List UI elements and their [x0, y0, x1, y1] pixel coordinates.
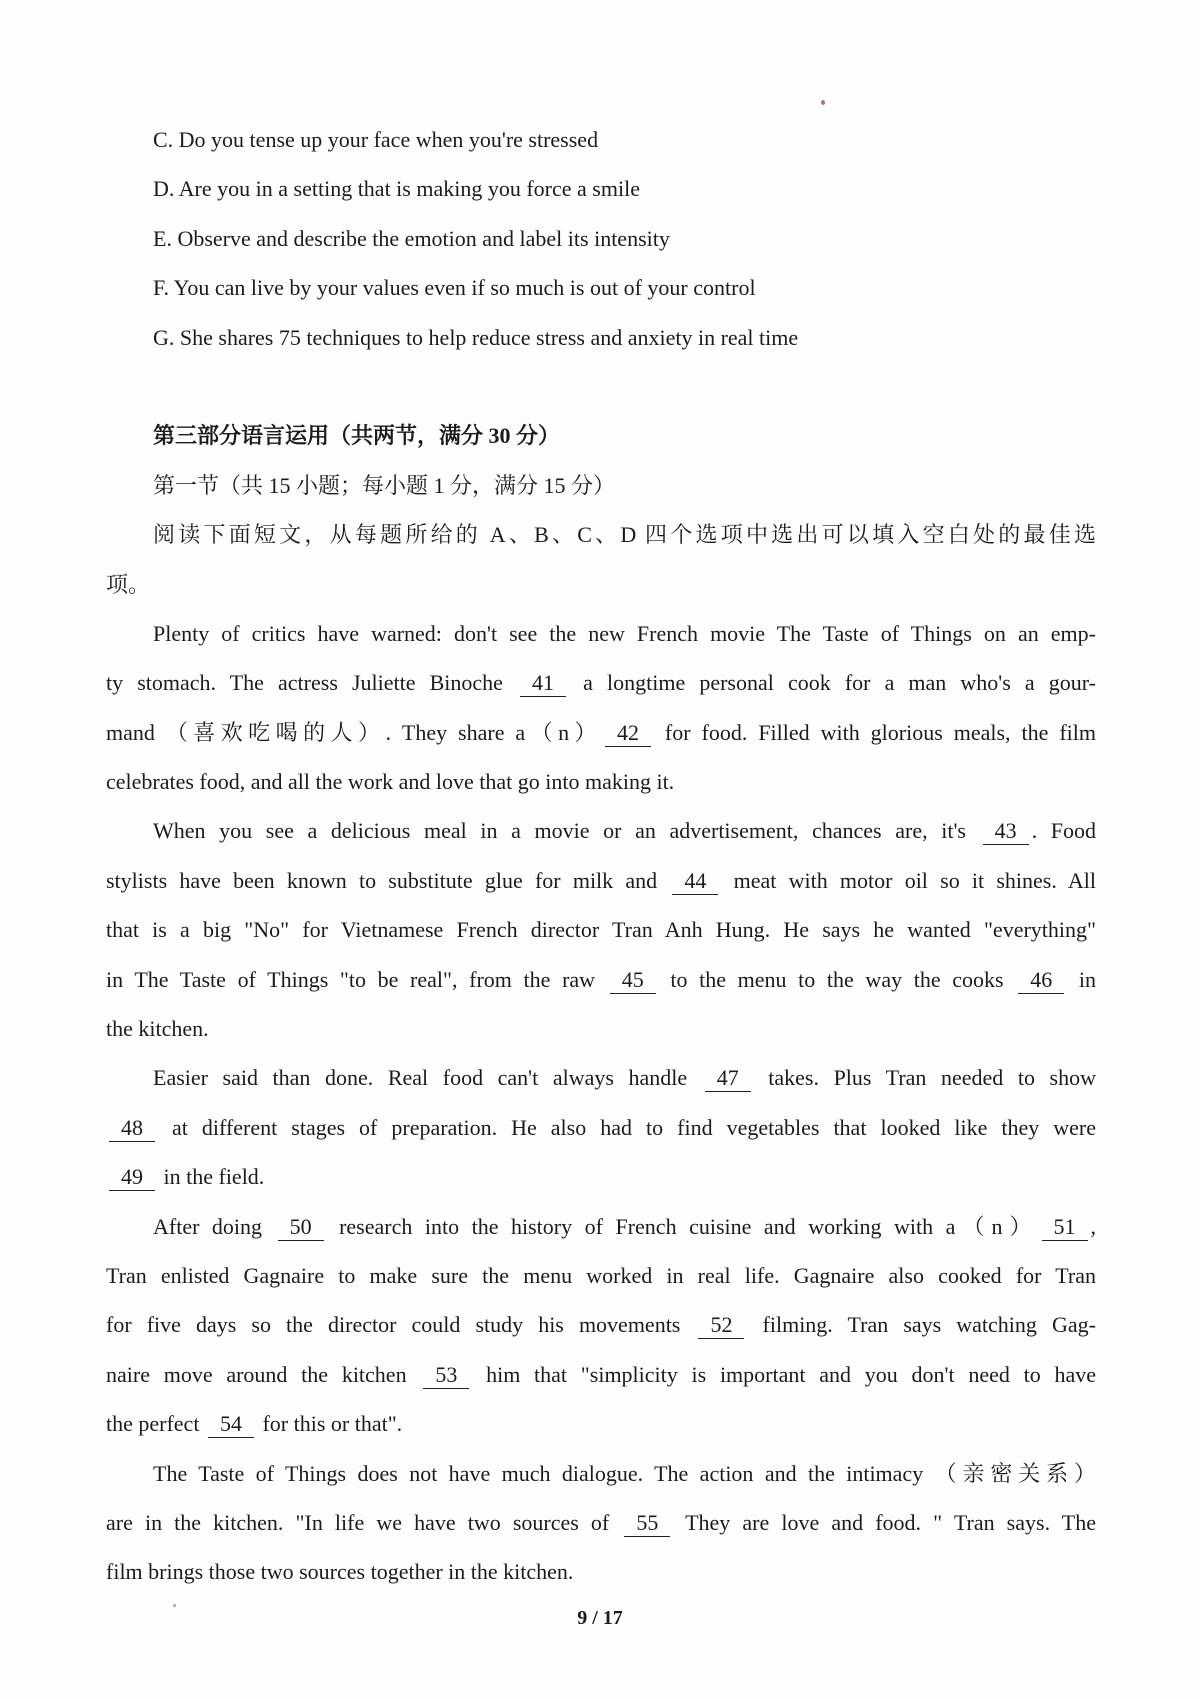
passage-p1-line-3 — [106, 708, 1096, 757]
text-segment: When you see a delicious meal in a movie or an advertisement, chances are, it's — [153, 818, 980, 844]
passage-p1-line-4 — [106, 757, 1096, 806]
passage-p2-line-2 — [106, 856, 1096, 905]
text-segment: the perfect — [106, 1411, 205, 1437]
section1-header — [106, 461, 1096, 510]
text-segment: 第三部分语言运用（共两节，满分 30 分） — [153, 423, 561, 449]
text-segment: 第一节（共 15 小题；每小题 1 分，满分 15 分） — [153, 472, 616, 498]
text-segment: for five days so the director could study his movements — [106, 1312, 696, 1338]
cloze-blank-52: 52 — [698, 1312, 744, 1339]
text-segment: . Food — [1031, 818, 1096, 844]
cloze-blank-41: 41 — [520, 670, 566, 697]
document-body — [106, 115, 1096, 1597]
cloze-blank-43: 43 — [983, 818, 1029, 845]
passage-p3-line-2 — [106, 1103, 1096, 1152]
stray-mark-icon — [173, 1604, 176, 1607]
text-segment: in The Taste of Things "to be real", from the raw — [106, 966, 607, 992]
text-segment: at different stages of preparation. He also had to find vegetables that looked like they were — [158, 1114, 1096, 1140]
passage-p2-line-1 — [106, 806, 1096, 855]
text-segment: for food. Filled with glorious meals, the film — [653, 719, 1096, 745]
passage-p5-line-2 — [106, 1498, 1096, 1547]
cloze-blank-45: 45 — [610, 967, 656, 994]
text-segment: 项。 — [106, 571, 151, 597]
passage-p4-line-2 — [106, 1251, 1096, 1300]
passage-p1-line-2 — [106, 658, 1096, 707]
text-segment: are in the kitchen. "In life we have two sources of — [106, 1509, 622, 1535]
passage-p5-line-1 — [106, 1449, 1096, 1498]
text-segment: meat with motor oil so it shines. All — [721, 867, 1096, 893]
stray-mark-icon — [821, 100, 825, 105]
text-segment: in — [1067, 966, 1096, 992]
option-f — [106, 263, 1096, 312]
text-segment: for this or that". — [256, 1411, 403, 1437]
text-segment: D. Are you in a setting that is making you force a smile — [153, 176, 640, 202]
cloze-blank-48: 48 — [109, 1115, 155, 1142]
option-e — [106, 214, 1096, 263]
cloze-blank-47: 47 — [705, 1065, 751, 1092]
text-segment: Easier said than done. Real food can't always handle — [153, 1065, 702, 1091]
page-footer — [0, 1596, 1200, 1640]
text-segment: filming. Tran says watching Gag- — [747, 1312, 1096, 1338]
cloze-blank-44: 44 — [672, 868, 718, 895]
passage-p3-line-1 — [106, 1053, 1096, 1102]
text-segment: C. Do you tense up your face when you're stressed — [153, 127, 599, 152]
text-segment: 阅读下面短文，从每题所给的 A、B、C、D 四个选项中选出可以填入空白处的最佳选 — [153, 522, 1096, 548]
cloze-blank-42: 42 — [605, 720, 651, 747]
cloze-blank-46: 46 — [1018, 967, 1064, 994]
option-c — [106, 115, 1096, 164]
text-segment: takes. Plus Tran needed to show — [753, 1065, 1096, 1091]
text-segment: naire move around the kitchen — [106, 1361, 421, 1387]
passage-p5-line-3 — [106, 1547, 1096, 1596]
passage-p4-line-1 — [106, 1202, 1096, 1251]
text-segment: him that "simplicity is important and you don't need to have — [472, 1361, 1096, 1387]
text-segment: stylists have been known to substitute glue for milk and — [106, 867, 670, 893]
passage-p4-line-5 — [106, 1399, 1096, 1448]
cloze-blank-49: 49 — [109, 1164, 155, 1191]
passage-p2-line-5 — [106, 1004, 1096, 1053]
text-segment: a longtime personal cook for a man who's a gour- — [569, 670, 1096, 696]
cloze-blank-54: 54 — [208, 1411, 254, 1438]
text-segment: F. You can live by your values even if so much is out of your control — [153, 275, 756, 301]
text-segment: After doing — [153, 1213, 275, 1239]
passage-p3-line-3 — [106, 1152, 1096, 1201]
instructions-line-1 — [106, 510, 1096, 559]
text-segment: They are love and food. " Tran says. The — [673, 1509, 1096, 1535]
text-segment: E. Observe and describe the emotion and label its intensity — [153, 225, 670, 251]
text-segment: in the field. — [158, 1164, 265, 1190]
text-segment: ty stomach. The actress Juliette Binoche — [106, 670, 518, 696]
cloze-blank-50: 50 — [278, 1214, 324, 1241]
text-segment: G. She shares 75 techniques to help reduce stress and anxiety in real time — [153, 324, 799, 350]
text-segment: that is a big "No" for Vietnamese French director Tran Anh Hung. He says he wanted "everything" — [106, 917, 1096, 943]
passage-p4-line-3 — [106, 1300, 1096, 1349]
text-segment: Plenty of critics have warned: don't see the new French movie The Taste of Things on an emp- — [153, 620, 1096, 646]
cloze-blank-51: 51 — [1042, 1214, 1088, 1241]
cloze-blank-53: 53 — [423, 1362, 469, 1389]
text-segment: mand （喜欢吃喝的人）. They share a（n） — [106, 719, 602, 745]
text-segment: celebrates food, and all the work and love that go into making it. — [106, 769, 675, 795]
passage-p1-line-1 — [106, 609, 1096, 658]
passage-p4-line-4 — [106, 1350, 1096, 1399]
text-segment: , — [1090, 1213, 1096, 1239]
text-segment: Tran enlisted Gagnaire to make sure the menu worked in real life. Gagnaire also cooked for Tran — [106, 1262, 1096, 1288]
option-g — [106, 313, 1096, 362]
text-segment: the kitchen. — [106, 1016, 209, 1042]
text-segment: to the menu to the way the cooks — [658, 966, 1016, 992]
option-d — [106, 164, 1096, 213]
passage-p2-line-3 — [106, 905, 1096, 954]
part3-section-header — [106, 411, 1096, 460]
passage-p2-line-4 — [106, 955, 1096, 1004]
text-segment: research into the history of French cuisine and working with a（n） — [326, 1213, 1039, 1239]
text-segment: film brings those two sources together in the kitchen. — [106, 1559, 574, 1585]
instructions-line-2 — [106, 560, 1096, 609]
page-number: 9 / 17 — [577, 1607, 623, 1629]
text-segment: The Taste of Things does not have much dialogue. The action and the intimacy （亲密关系） — [153, 1460, 1096, 1486]
blank-spacer-line — [106, 362, 1096, 411]
cloze-blank-55: 55 — [624, 1510, 670, 1537]
